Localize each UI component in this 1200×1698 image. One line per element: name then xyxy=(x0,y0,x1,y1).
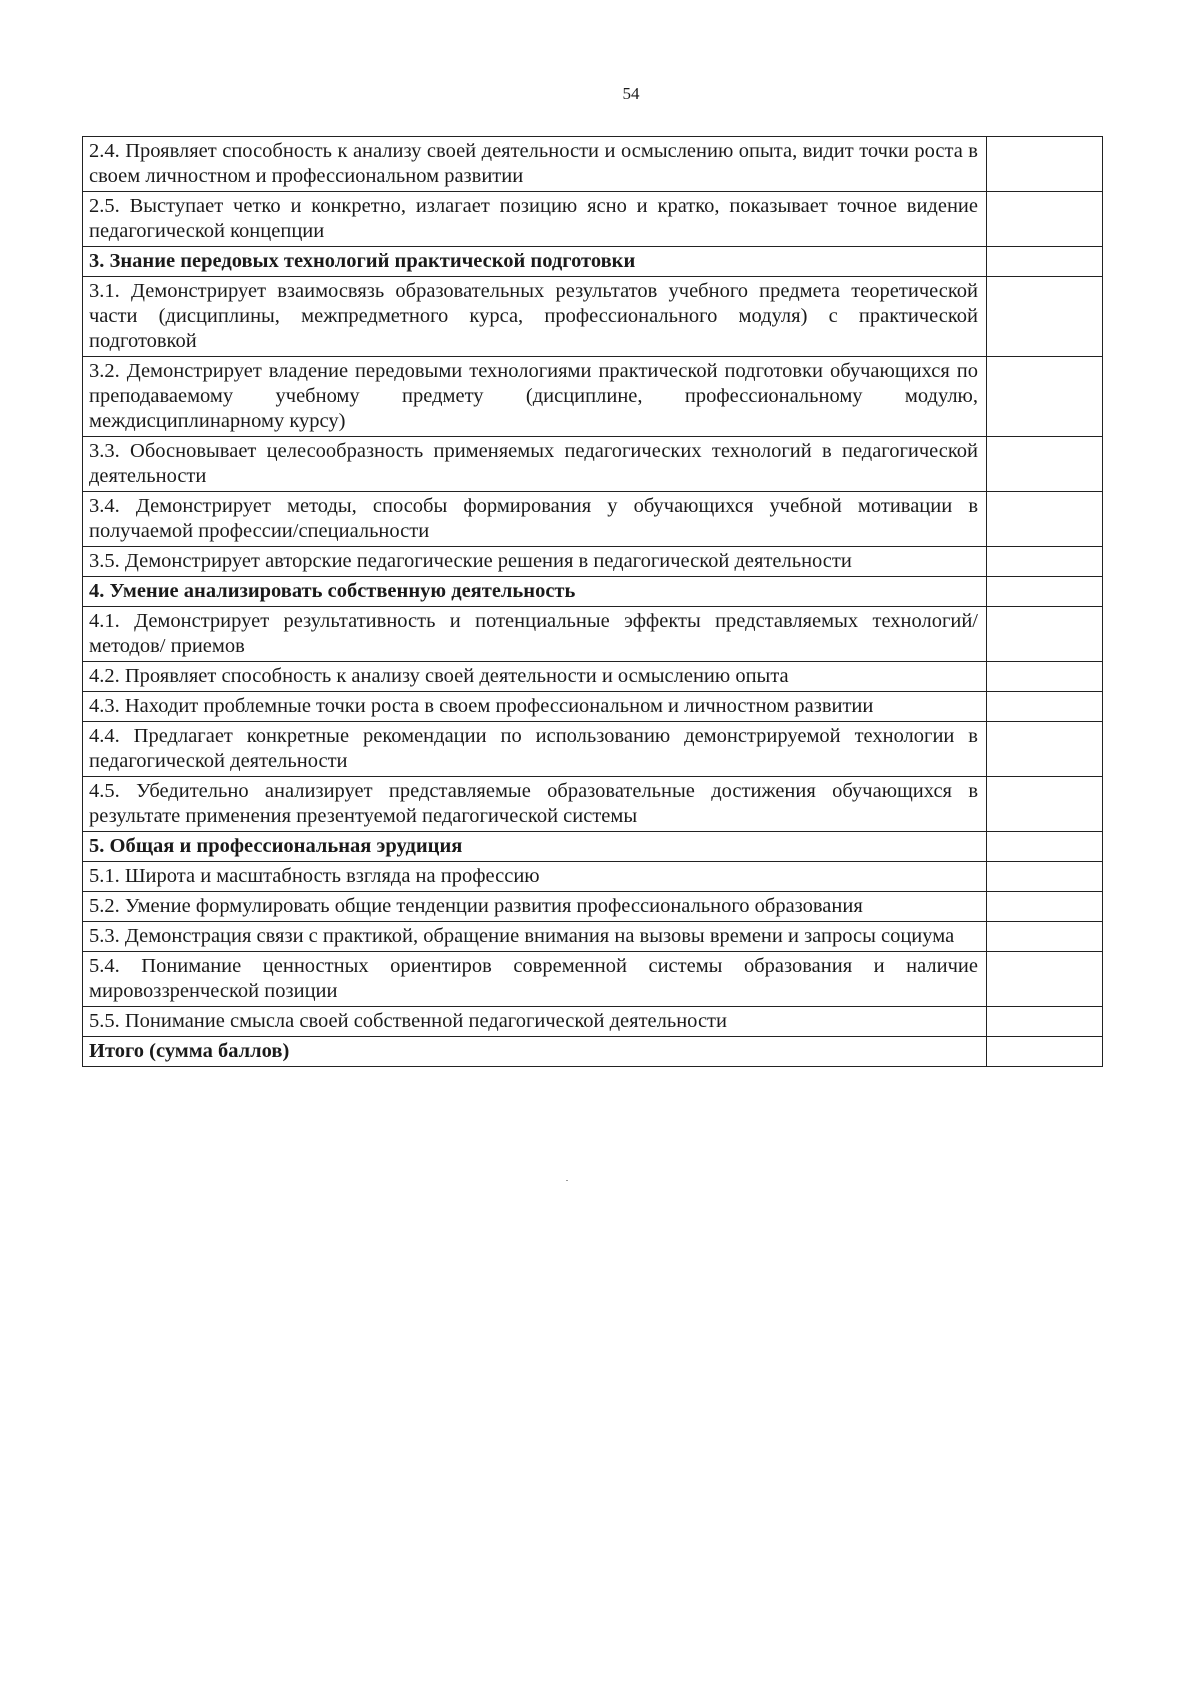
scan-artifact xyxy=(566,1180,568,1181)
criterion-text: 3.4. Демонстрирует методы, способы формирования у обучающихся учебной мотивации в получаемой профессии/специальности xyxy=(83,492,987,547)
section-header-row xyxy=(83,577,1103,607)
criterion-row xyxy=(83,862,1103,892)
criterion-row xyxy=(83,892,1103,922)
section-header-row xyxy=(83,247,1103,277)
criterion-row xyxy=(83,1007,1103,1037)
criterion-row xyxy=(83,692,1103,722)
score-cell xyxy=(987,437,1103,492)
criterion-row xyxy=(83,607,1103,662)
score-cell xyxy=(987,357,1103,437)
criterion-text: 3.5. Демонстрирует авторские педагогические решения в педагогической деятельности xyxy=(83,547,987,577)
score-cell xyxy=(987,722,1103,777)
criterion-text: 4.1. Демонстрирует результативность и потенциальные эффекты представляемых технологий/ методов/ приемов xyxy=(83,607,987,662)
criterion-text: 3.3. Обосновывает целесообразность применяемых педагогических технологий в педагогической деятельности xyxy=(83,437,987,492)
section-title: 3. Знание передовых технологий практической подготовки xyxy=(83,247,987,277)
section-header-row xyxy=(83,832,1103,862)
criteria-table-body xyxy=(83,137,1103,1067)
score-cell xyxy=(987,777,1103,832)
score-cell xyxy=(987,922,1103,952)
score-cell xyxy=(987,192,1103,247)
section-title: 4. Умение анализировать собственную деятельность xyxy=(83,577,987,607)
criterion-text: 2.5. Выступает четко и конкретно, излагает позицию ясно и кратко, показывает точное видение педагогической концепции xyxy=(83,192,987,247)
criterion-row xyxy=(83,192,1103,247)
criterion-text: 3.2. Демонстрирует владение передовыми технологиями практической подготовки обучающихся по преподаваемому учебному предмету (дисциплине, профессиональному модулю, междисциплинарному курсу) xyxy=(83,357,987,437)
criterion-row xyxy=(83,357,1103,437)
score-cell xyxy=(987,1007,1103,1037)
score-cell xyxy=(987,832,1103,862)
criterion-row xyxy=(83,777,1103,832)
section-title: 5. Общая и профессиональная эрудиция xyxy=(83,832,987,862)
criterion-row xyxy=(83,437,1103,492)
score-cell xyxy=(987,662,1103,692)
criterion-text: 4.4. Предлагает конкретные рекомендации по использованию демонстрируемой технологии в педагогической деятельности xyxy=(83,722,987,777)
criterion-text: 5.1. Широта и масштабность взгляда на профессию xyxy=(83,862,987,892)
page-number: 54 xyxy=(622,84,640,103)
score-cell xyxy=(987,492,1103,547)
score-cell xyxy=(987,277,1103,357)
criterion-text: 5.5. Понимание смысла своей собственной педагогической деятельности xyxy=(83,1007,987,1037)
score-cell xyxy=(987,892,1103,922)
criterion-row xyxy=(83,492,1103,547)
criterion-row xyxy=(83,922,1103,952)
criterion-text: 4.3. Находит проблемные точки роста в своем профессиональном и личностном развитии xyxy=(83,692,987,722)
criterion-row xyxy=(83,137,1103,192)
score-cell xyxy=(987,862,1103,892)
score-cell xyxy=(987,1037,1103,1067)
criterion-text: 4.5. Убедительно анализирует представляемые образовательные достижения обучающихся в результате применения презентуемой педагогической системы xyxy=(83,777,987,832)
criterion-text: 5.2. Умение формулировать общие тенденции развития профессионального образования xyxy=(83,892,987,922)
criterion-text: 3.1. Демонстрирует взаимосвязь образовательных результатов учебного предмета теоретической части (дисциплины, межпредметного курса, профессионального модуля) с практической подготовкой xyxy=(83,277,987,357)
criterion-row xyxy=(83,952,1103,1007)
criterion-row xyxy=(83,722,1103,777)
score-cell xyxy=(987,137,1103,192)
total-row xyxy=(83,1037,1103,1067)
criterion-row xyxy=(83,662,1103,692)
score-cell xyxy=(987,547,1103,577)
criterion-row xyxy=(83,277,1103,357)
total-label: Итого (сумма баллов) xyxy=(83,1037,987,1067)
score-cell xyxy=(987,607,1103,662)
criterion-text: 5.4. Понимание ценностных ориентиров современной системы образования и наличие мировоззренческой позиции xyxy=(83,952,987,1007)
score-cell xyxy=(987,577,1103,607)
criterion-text: 5.3. Демонстрация связи с практикой, обращение внимания на вызовы времени и запросы социума xyxy=(83,922,987,952)
evaluation-criteria-table xyxy=(82,136,1103,1067)
criterion-row xyxy=(83,547,1103,577)
score-cell xyxy=(987,247,1103,277)
score-cell xyxy=(987,692,1103,722)
criterion-text: 2.4. Проявляет способность к анализу своей деятельности и осмыслению опыта, видит точки роста в своем личностном и профессиональном развитии xyxy=(83,137,987,192)
criterion-text: 4.2. Проявляет способность к анализу своей деятельности и осмыслению опыта xyxy=(83,662,987,692)
score-cell xyxy=(987,952,1103,1007)
